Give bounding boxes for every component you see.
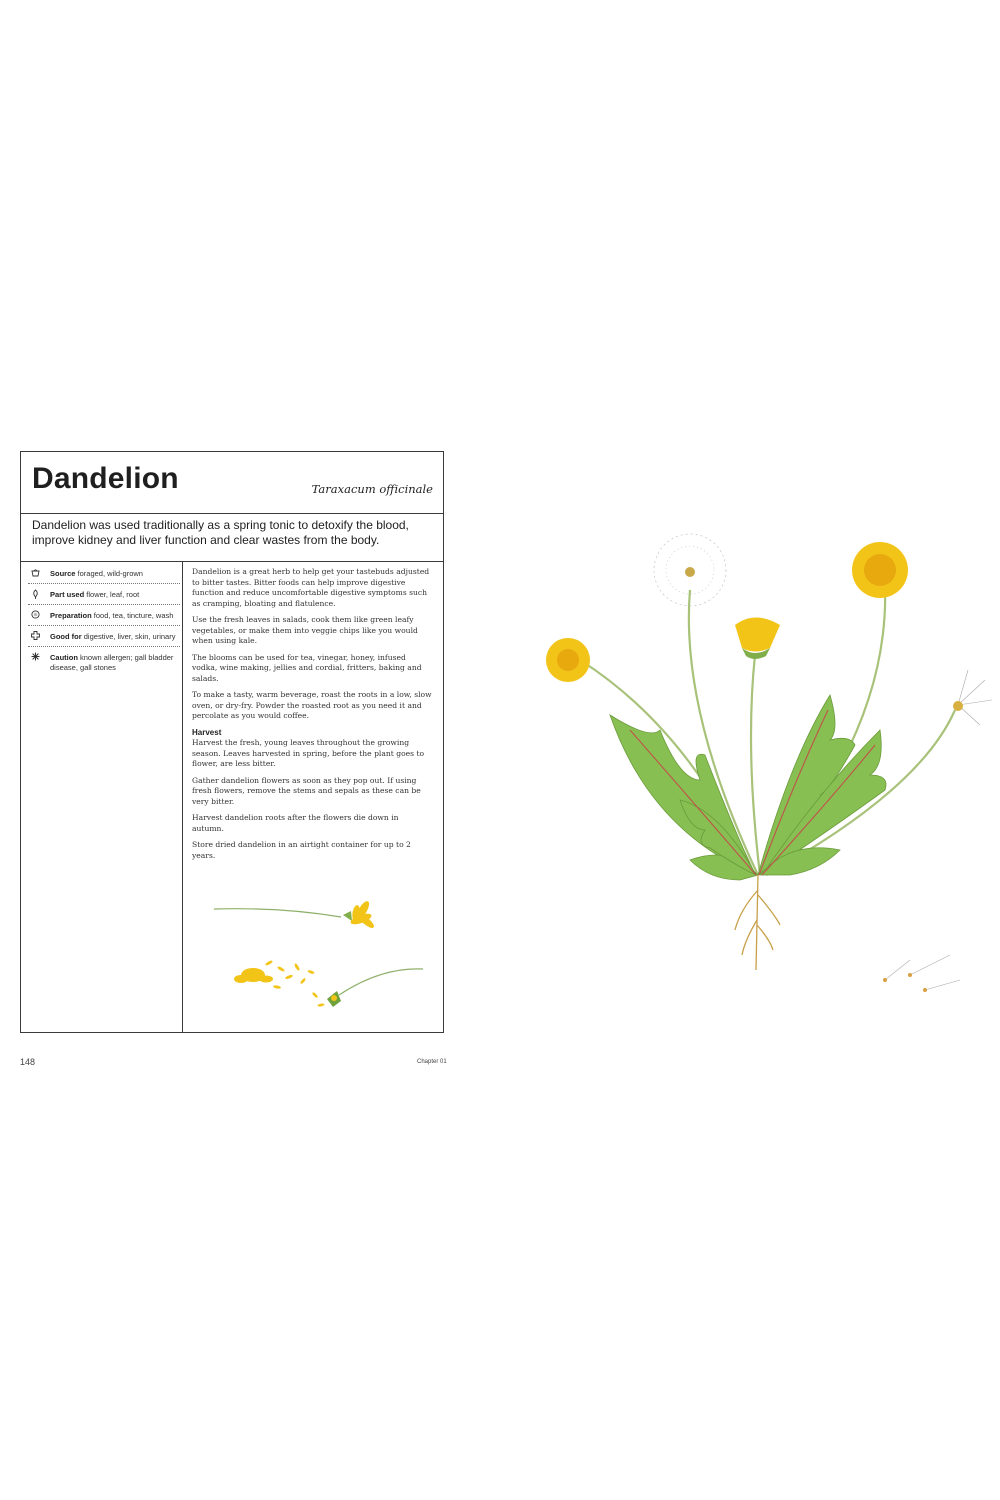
paragraph: Use the fresh leaves in salads, cook them like green leafy vegetables, or make them into veggie chips like you would when using kale. [192, 615, 418, 645]
fact-label: Preparation [50, 611, 92, 620]
paragraph: Store dried dandelion in an airtight container for up to 2 years. [192, 840, 411, 860]
cross-icon [30, 631, 40, 641]
page-title: Dandelion [32, 462, 179, 495]
column-divider [182, 561, 183, 1032]
fact-caution [28, 651, 180, 677]
fact-source [28, 567, 180, 584]
paragraph: Harvest the fresh, young leaves throughout the growing season. Leaves harvested in spring, before the plant goes to flower, are less bitter. [192, 738, 425, 768]
leaf-icon [30, 589, 40, 599]
chapter-label: Chapter 01 [417, 1059, 447, 1065]
latin-name: Taraxacum officinale [311, 482, 433, 496]
paragraph: To make a tasty, warm beverage, roast the roots in a low, slow oven, or dry-fry. Powder the roasted root as you need it and percolate as you would coffee. [192, 690, 432, 720]
asterisk-icon [30, 652, 40, 662]
paragraph: Dandelion is a great herb to help get your tastebuds adjusted to bitter tastes. Bitter foods can help improve digestive function and reduce uncomfortable digestive symptoms such as cramping, bloating and flatulence. [192, 567, 430, 608]
dandelion-plant-illustration [530, 530, 1000, 1010]
harvest-heading: Harvest [192, 727, 222, 737]
fact-label: Source [50, 569, 76, 578]
title-row [21, 452, 443, 514]
circle-icon [30, 610, 40, 620]
fact-value: foraged, wild-grown [77, 569, 143, 578]
flower-detail-illustration [211, 897, 441, 1027]
facts-list [28, 567, 180, 681]
fact-value: flower, leaf, root [86, 590, 140, 599]
fact-preparation [28, 609, 180, 626]
paragraph: Gather dandelion flowers as soon as they pop out. If using fresh flowers, remove the stems and sepals as these can be very bitter. [192, 775, 421, 806]
body-text [192, 567, 432, 867]
paragraph: The blooms can be used for tea, vinegar, honey, infused vodka, wine making, jellies and cordial, fritters, baking and salads. [192, 652, 422, 683]
fact-good-for [28, 630, 180, 647]
fact-label: Good for [50, 632, 82, 641]
fact-value: known allergen; gall bladder disease, gall stones [50, 653, 174, 672]
fact-part-used [28, 588, 180, 605]
divider [21, 561, 443, 562]
fact-value: food, tea, tincture, wash [93, 611, 174, 620]
pot-icon [30, 568, 40, 578]
fact-label: Part used [50, 590, 85, 599]
fact-value: digestive, liver, skin, urinary [83, 632, 176, 641]
paragraph: Harvest dandelion roots after the flowers die down in autumn. [192, 813, 399, 833]
intro-text: Dandelion was used traditionally as a spring tonic to detoxify the blood, improve kidney and liver function and clear wastes from the body. [32, 518, 409, 547]
page-number: 148 [20, 1057, 36, 1067]
herb-card [20, 451, 444, 1033]
fact-label: Caution [50, 653, 78, 662]
